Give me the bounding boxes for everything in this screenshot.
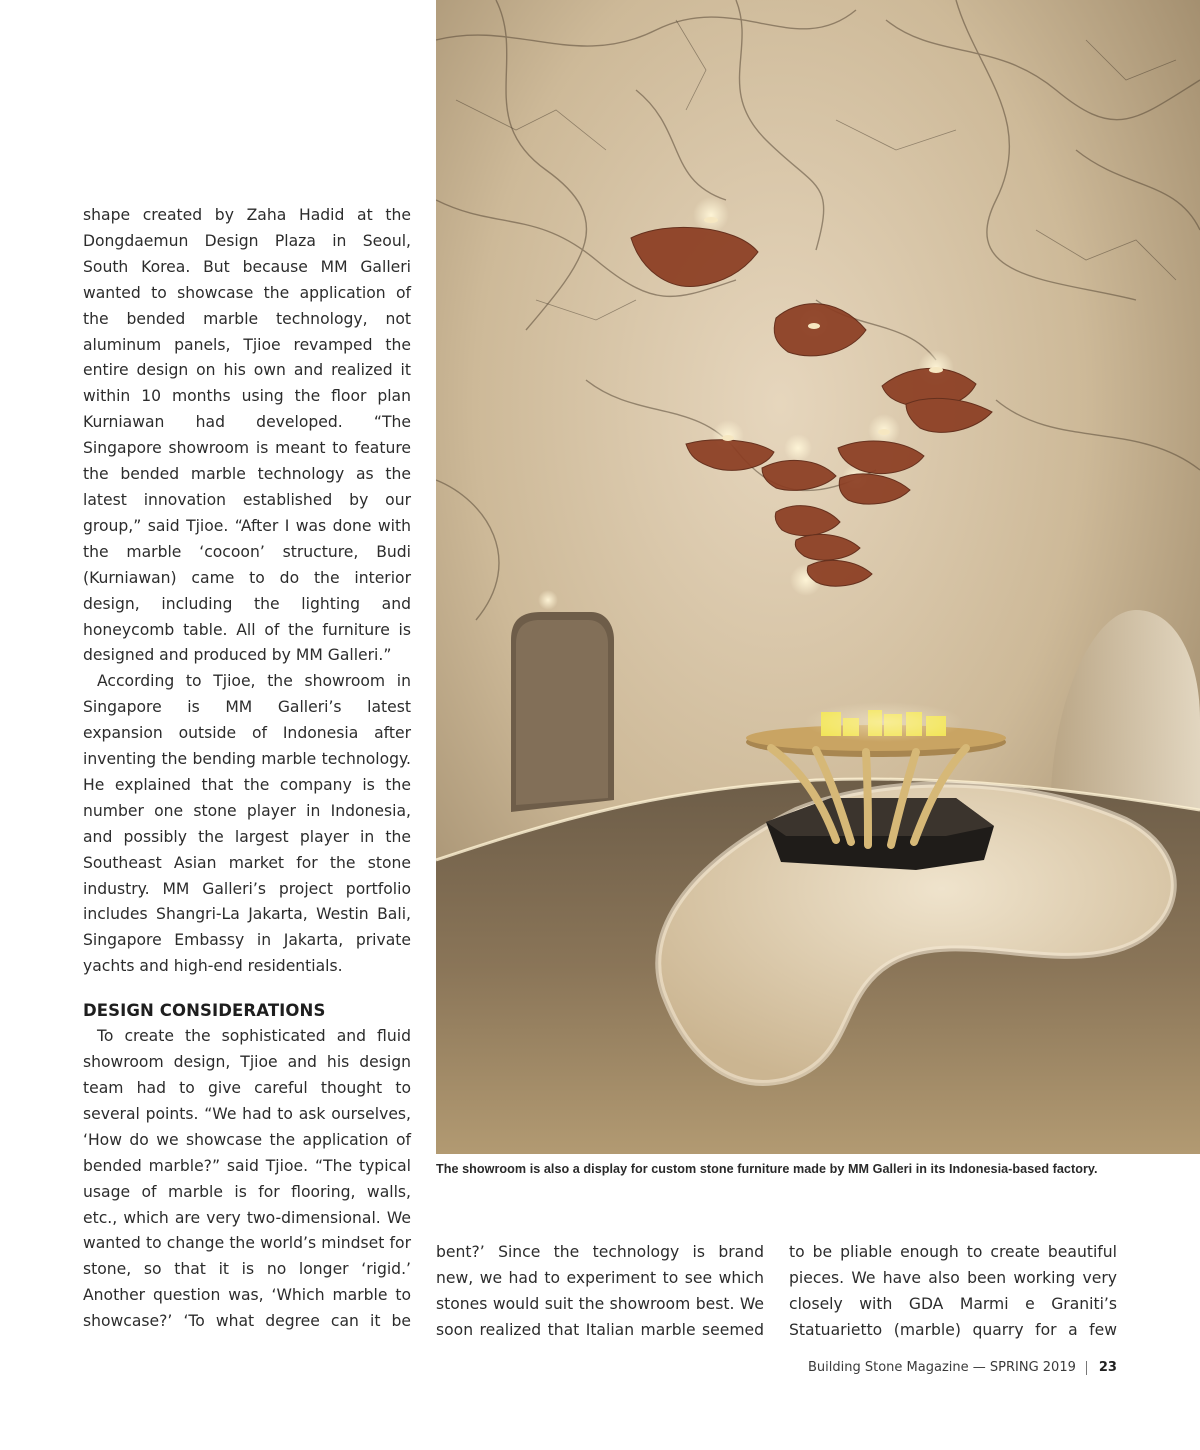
article-column-right [789, 1240, 1117, 1344]
magazine-name: Building Stone Magazine — [808, 1360, 986, 1375]
paragraph: To create the sophisticated and fluid showroom design, Tjioe and his design team had to give careful thought to several points. “We had to ask ourselves, ‘How do we showcase the application of bended marble?” said Tjioe. “The typical usage of marble is for flooring, walls, etc., which are very two-dimensional. We wanted to change the world’s mindset for stone, so that it is no longer ‘rigid.’ Another question was, ‘Which marble to showcase?’ ‘To what degree can it be [83, 1027, 411, 1331]
section-heading: DESIGN CONSIDERATIONS [83, 1001, 326, 1021]
paragraph: to be pliable enough to create beautiful pieces. We have also been working very closely with GDA Marmi e Graniti’s Statuarietto (marble) quarry for a few [789, 1243, 1117, 1339]
paragraph: shape created by Zaha Hadid at the Dongdaemun Design Plaza in Seoul, South Korea. But because MM Galleri wanted to showcase the application of the bended marble technology, not aluminum panels, Tjioe revamped the entire design on his own and realized it within 10 months using the floor plan Kurniawan had developed. “The Singapore showroom is meant to feature the bended marble technology as the latest innovation established by our group,” said Tjioe. “After I was done with the marble ‘cocoon’ structure, Budi (Kurniawan) came to do the interior design, including the lighting and honeycomb table. All of the furniture is designed and produced by MM Galleri.” [83, 206, 411, 665]
issue-label: SPRING 2019 [989, 1360, 1076, 1375]
article-column-left [83, 203, 411, 1335]
page-number: 23 [1098, 1360, 1117, 1375]
paragraph: bent?’ Since the technology is brand new, we had to experiment to see which stones would suit the showroom best. We soon realized that Italian marble seemed [436, 1243, 764, 1339]
page-footer [808, 1360, 1117, 1375]
footer-divider [1086, 1361, 1087, 1375]
photo-caption: The showroom is also a display for custom stone furniture made by MM Galleri in its Indonesia-based factory. [436, 1162, 1098, 1176]
paragraph: According to Tjioe, the showroom in Singapore is MM Galleri’s latest expansion outside of Indonesia after inventing the bending marble technology. He explained that the company is the number one stone player in Indonesia, and possibly the largest player in the Southeast Asian market for the stone industry. MM Galleri’s project portfolio includes Shangri-La Jakarta, Westin Bali, Singapore Embassy in Jakarta, private yachts and high-end residentials. [83, 672, 411, 976]
showroom-photo [436, 0, 1200, 1154]
article-column-middle [436, 1240, 764, 1344]
